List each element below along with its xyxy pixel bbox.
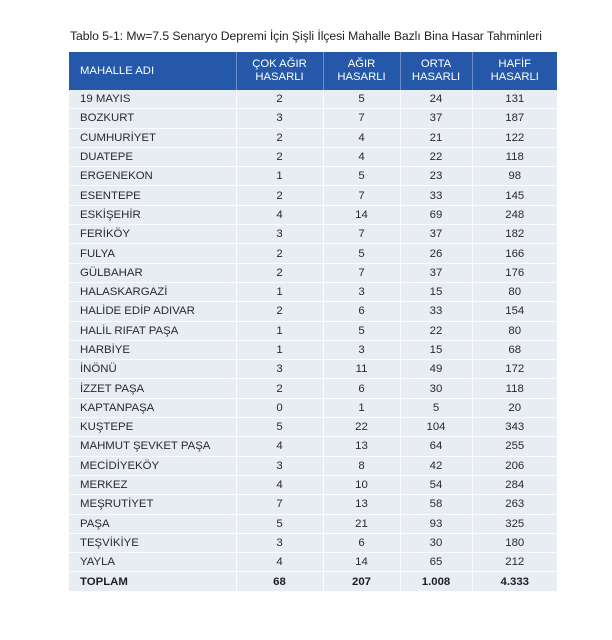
header-row [69,52,557,90]
light-cell: 20 [472,398,557,417]
light-cell: 131 [472,90,557,109]
light-cell: 98 [472,167,557,186]
light-cell: 255 [472,437,557,456]
table-row [69,495,557,514]
neighborhood-name-cell: PAŞA [69,514,236,533]
light-cell: 325 [472,514,557,533]
table-row [69,340,557,359]
light-cell: 154 [472,302,557,321]
total-neighborhood-name-cell: TOPLAM [69,572,236,591]
table-row [69,244,557,263]
table-row [69,533,557,552]
neighborhood-name-cell: İNÖNÜ [69,360,236,379]
table-row [69,360,557,379]
heavy-cell: 6 [323,533,400,552]
light-cell: 166 [472,244,557,263]
header-moderate-damage: ORTA HASARLI [400,52,472,90]
neighborhood-name-cell: MERKEZ [69,475,236,494]
table-row [69,514,557,533]
moderate-cell: 33 [400,302,472,321]
neighborhood-name-cell: DUATEPE [69,147,236,166]
very-heavy-cell: 2 [236,379,323,398]
moderate-cell: 104 [400,418,472,437]
neighborhood-name-cell: ERGENEKON [69,167,236,186]
heavy-cell: 13 [323,495,400,514]
heavy-cell: 22 [323,418,400,437]
very-heavy-cell: 2 [236,244,323,263]
light-cell: 172 [472,360,557,379]
neighborhood-name-cell: HALASKARGAZİ [69,282,236,301]
very-heavy-cell: 3 [236,225,323,244]
neighborhood-name-cell: TEŞVİKİYE [69,533,236,552]
heavy-cell: 6 [323,379,400,398]
heavy-cell: 14 [323,205,400,224]
moderate-cell: 69 [400,205,472,224]
neighborhood-name-cell: MEŞRUTİYET [69,495,236,514]
table-row [69,147,557,166]
heavy-cell: 5 [323,90,400,109]
heavy-cell: 14 [323,553,400,572]
moderate-cell: 65 [400,553,472,572]
table-row [69,186,557,205]
heavy-cell: 7 [323,186,400,205]
total-row [69,572,557,591]
header-very-heavy-damage: ÇOK AĞIR HASARLI [236,52,323,90]
moderate-cell: 37 [400,263,472,282]
heavy-cell: 10 [323,475,400,494]
table-row [69,282,557,301]
moderate-cell: 5 [400,398,472,417]
light-cell: 80 [472,282,557,301]
total-light-cell: 4.333 [472,572,557,591]
light-cell: 68 [472,340,557,359]
heavy-cell: 7 [323,263,400,282]
damage-estimate-table [69,52,557,592]
total-very-heavy-cell: 68 [236,572,323,591]
light-cell: 176 [472,263,557,282]
table-row [69,418,557,437]
heavy-cell: 5 [323,321,400,340]
neighborhood-name-cell: MECİDİYEKÖY [69,456,236,475]
neighborhood-name-cell: GÜLBAHAR [69,263,236,282]
table-row [69,456,557,475]
very-heavy-cell: 2 [236,90,323,109]
neighborhood-name-cell: ESENTEPE [69,186,236,205]
heavy-cell: 21 [323,514,400,533]
very-heavy-cell: 3 [236,533,323,552]
header-heavy-damage: AĞIR HASARLI [323,52,400,90]
very-heavy-cell: 4 [236,553,323,572]
very-heavy-cell: 2 [236,147,323,166]
neighborhood-name-cell: HALİL RIFAT PAŞA [69,321,236,340]
moderate-cell: 23 [400,167,472,186]
neighborhood-name-cell: MAHMUT ŞEVKET PAŞA [69,437,236,456]
moderate-cell: 58 [400,495,472,514]
moderate-cell: 64 [400,437,472,456]
heavy-cell: 5 [323,244,400,263]
moderate-cell: 42 [400,456,472,475]
neighborhood-name-cell: ESKİŞEHİR [69,205,236,224]
moderate-cell: 93 [400,514,472,533]
neighborhood-name-cell: FERİKÖY [69,225,236,244]
light-cell: 145 [472,186,557,205]
light-cell: 180 [472,533,557,552]
moderate-cell: 26 [400,244,472,263]
light-cell: 206 [472,456,557,475]
neighborhood-name-cell: FULYA [69,244,236,263]
light-cell: 263 [472,495,557,514]
moderate-cell: 33 [400,186,472,205]
moderate-cell: 22 [400,321,472,340]
table-row [69,128,557,147]
neighborhood-name-cell: KAPTANPAŞA [69,398,236,417]
neighborhood-name-cell: HALİDE EDİP ADIVAR [69,302,236,321]
very-heavy-cell: 2 [236,263,323,282]
very-heavy-cell: 2 [236,128,323,147]
moderate-cell: 22 [400,147,472,166]
heavy-cell: 1 [323,398,400,417]
light-cell: 212 [472,553,557,572]
header-neighborhood-name: MAHALLE ADI [69,52,236,90]
light-cell: 182 [472,225,557,244]
heavy-cell: 5 [323,167,400,186]
header-light-damage: HAFİF HASARLI [472,52,557,90]
very-heavy-cell: 2 [236,302,323,321]
neighborhood-name-cell: HARBİYE [69,340,236,359]
table-row [69,398,557,417]
heavy-cell: 3 [323,340,400,359]
very-heavy-cell: 4 [236,205,323,224]
table-caption: Tablo 5-1: Mw=7.5 Senaryo Depremi İçin Şişli İlçesi Mahalle Bazlı Bina Hasar Tahminleri [70,29,542,43]
table-row [69,205,557,224]
table-row [69,225,557,244]
neighborhood-name-cell: BOZKURT [69,109,236,128]
very-heavy-cell: 0 [236,398,323,417]
very-heavy-cell: 4 [236,475,323,494]
very-heavy-cell: 1 [236,167,323,186]
heavy-cell: 6 [323,302,400,321]
light-cell: 248 [472,205,557,224]
moderate-cell: 15 [400,282,472,301]
moderate-cell: 49 [400,360,472,379]
neighborhood-name-cell: CUMHURİYET [69,128,236,147]
very-heavy-cell: 3 [236,360,323,379]
total-moderate-cell: 1.008 [400,572,472,591]
heavy-cell: 7 [323,109,400,128]
neighborhood-name-cell: İZZET PAŞA [69,379,236,398]
moderate-cell: 30 [400,379,472,398]
table-row [69,167,557,186]
light-cell: 118 [472,147,557,166]
moderate-cell: 15 [400,340,472,359]
heavy-cell: 7 [323,225,400,244]
heavy-cell: 4 [323,147,400,166]
moderate-cell: 24 [400,90,472,109]
table-row [69,302,557,321]
moderate-cell: 37 [400,225,472,244]
table-row [69,263,557,282]
heavy-cell: 8 [323,456,400,475]
very-heavy-cell: 1 [236,340,323,359]
very-heavy-cell: 3 [236,109,323,128]
light-cell: 284 [472,475,557,494]
very-heavy-cell: 1 [236,282,323,301]
very-heavy-cell: 3 [236,456,323,475]
neighborhood-name-cell: YAYLA [69,553,236,572]
light-cell: 80 [472,321,557,340]
table-row [69,437,557,456]
very-heavy-cell: 1 [236,321,323,340]
heavy-cell: 13 [323,437,400,456]
total-heavy-cell: 207 [323,572,400,591]
neighborhood-name-cell: 19 MAYIS [69,90,236,109]
table-row [69,109,557,128]
light-cell: 343 [472,418,557,437]
moderate-cell: 54 [400,475,472,494]
moderate-cell: 30 [400,533,472,552]
very-heavy-cell: 5 [236,418,323,437]
light-cell: 122 [472,128,557,147]
moderate-cell: 21 [400,128,472,147]
table-row [69,553,557,572]
light-cell: 187 [472,109,557,128]
very-heavy-cell: 4 [236,437,323,456]
heavy-cell: 11 [323,360,400,379]
neighborhood-name-cell: KUŞTEPE [69,418,236,437]
heavy-cell: 3 [323,282,400,301]
light-cell: 118 [472,379,557,398]
table-row [69,90,557,109]
moderate-cell: 37 [400,109,472,128]
very-heavy-cell: 7 [236,495,323,514]
very-heavy-cell: 5 [236,514,323,533]
heavy-cell: 4 [323,128,400,147]
very-heavy-cell: 2 [236,186,323,205]
table-row [69,321,557,340]
table-row [69,379,557,398]
table-row [69,475,557,494]
